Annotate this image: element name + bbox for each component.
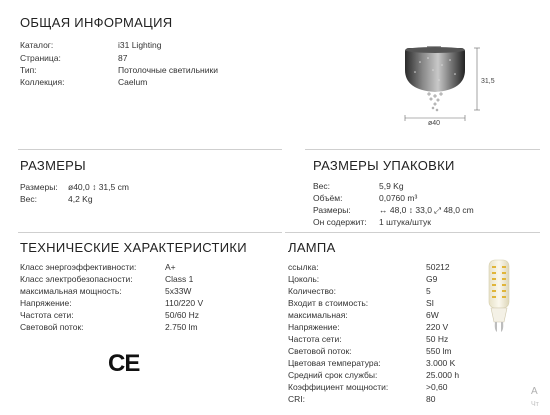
row-label: Вес: xyxy=(20,194,38,204)
row-value: 87 xyxy=(118,53,128,63)
row-value: 1 штука/штук xyxy=(379,217,431,227)
height-dimension-label: 31,5 xyxy=(481,78,495,85)
row-value: 50 Hz xyxy=(426,334,449,344)
row-label: Цоколь: xyxy=(288,274,320,284)
lamp-title: ЛАМПА xyxy=(288,240,336,255)
divider xyxy=(18,232,282,233)
row-value: Class 1 xyxy=(165,274,194,284)
divider xyxy=(285,232,540,233)
row-label: Класс энергоэффективности: xyxy=(20,262,137,272)
row-label: Световой поток: xyxy=(20,322,84,332)
row-value: 110/220 V xyxy=(165,298,204,308)
row-label: Коллекция: xyxy=(20,77,65,87)
row-label: Световой поток: xyxy=(288,346,352,356)
row-label: Цветовая температура: xyxy=(288,358,381,368)
row-value: SI xyxy=(426,298,435,308)
watermark-line2: Чт xyxy=(531,401,539,408)
row-label: Тип: xyxy=(20,65,37,75)
row-value: 50/60 Hz xyxy=(165,310,200,320)
row-label: Каталог: xyxy=(20,40,54,50)
row-label: ссылка: xyxy=(288,262,319,272)
row-label: Средний срок службы: xyxy=(288,370,378,380)
divider xyxy=(305,149,540,150)
row-label: Вес: xyxy=(313,181,331,191)
row-label: максимальная: xyxy=(288,310,348,320)
row-value: 5,9 Kg xyxy=(379,181,404,191)
g9-lamp-image xyxy=(482,258,516,336)
package-title: РАЗМЕРЫ УПАКОВКИ xyxy=(313,158,455,173)
row-value: 550 lm xyxy=(426,346,452,356)
row-label: Размеры: xyxy=(20,182,58,192)
row-value: Caelum xyxy=(118,77,148,87)
product-image xyxy=(395,40,505,128)
row-value: ø40,0 ↕ 31,5 cm xyxy=(68,182,129,192)
row-label: CRI: xyxy=(288,394,305,404)
row-label: Размеры: xyxy=(313,205,351,215)
row-label: Коэффициент мощности: xyxy=(288,382,389,392)
row-value: 2.750 lm xyxy=(165,322,198,332)
row-label: Частота сети: xyxy=(288,334,342,344)
row-value: 4,2 Kg xyxy=(68,194,93,204)
row-label: Количество: xyxy=(288,286,337,296)
row-value: 80 xyxy=(426,394,436,404)
row-value: 0,0760 m³ xyxy=(379,193,418,203)
row-value: 5x33W xyxy=(165,286,192,296)
tech-title: ТЕХНИЧЕСКИЕ ХАРАКТЕРИСТИКИ xyxy=(20,240,247,255)
row-label: Входит в стоимость: xyxy=(288,298,369,308)
row-label: Класс электробезопасности: xyxy=(20,274,133,284)
row-value: ↔ 48,0 ↕ 33,0 ⤢ 48,0 cm xyxy=(379,205,474,215)
row-label: максимальная мощность: xyxy=(20,286,122,296)
row-value: >0,60 xyxy=(426,382,448,392)
row-value: i31 Lighting xyxy=(118,40,162,50)
row-value: 220 V xyxy=(426,322,449,332)
row-label: Страница: xyxy=(20,53,61,63)
row-value: 3.000 K xyxy=(426,358,456,368)
row-label: Напряжение: xyxy=(288,322,340,332)
row-value: Потолочные светильники xyxy=(118,65,218,75)
width-dimension-label: ø40 xyxy=(428,120,441,127)
sizes-title: РАЗМЕРЫ xyxy=(20,158,86,173)
row-value: G9 xyxy=(426,274,438,284)
row-label: Объём: xyxy=(313,193,343,203)
row-label: Он содержит: xyxy=(313,217,367,227)
general-title: ОБЩАЯ ИНФОРМАЦИЯ xyxy=(20,15,173,30)
row-value: 6W xyxy=(426,310,439,320)
watermark-line1: А xyxy=(531,386,538,397)
row-value: A+ xyxy=(165,262,176,272)
divider xyxy=(18,149,282,150)
ce-mark-icon: CE xyxy=(108,350,140,377)
row-value: 50212 xyxy=(426,262,450,272)
row-value: 25.000 h xyxy=(426,370,460,380)
row-label: Частота сети: xyxy=(20,310,74,320)
row-label: Напряжение: xyxy=(20,298,72,308)
row-value: 5 xyxy=(426,286,431,296)
